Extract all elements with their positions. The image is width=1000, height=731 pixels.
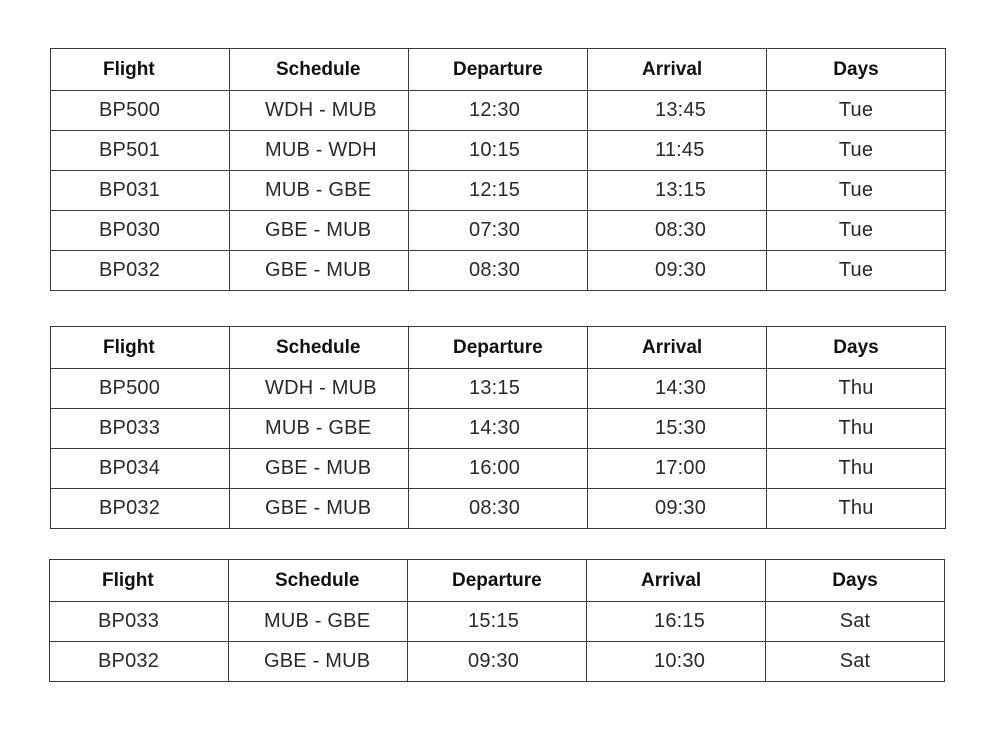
cell-flight: BP501 <box>51 131 230 171</box>
cell-arrival: 14:30 <box>588 369 767 409</box>
cell-schedule: GBE - MUB <box>230 211 409 251</box>
cell-departure: 08:30 <box>409 251 588 291</box>
cell-flight: BP033 <box>51 409 230 449</box>
table-row <box>50 642 945 682</box>
table-header <box>51 327 946 369</box>
header-arrival: Arrival <box>588 327 767 369</box>
header-schedule: Schedule <box>230 49 409 91</box>
cell-departure: 14:30 <box>409 409 588 449</box>
header-days: Days <box>766 560 945 602</box>
table-body <box>50 602 945 682</box>
header-days: Days <box>767 327 946 369</box>
cell-schedule: GBE - MUB <box>229 642 408 682</box>
cell-departure: 16:00 <box>409 449 588 489</box>
cell-departure: 15:15 <box>408 602 587 642</box>
cell-days: Tue <box>767 131 946 171</box>
cell-days: Tue <box>767 251 946 291</box>
cell-days: Thu <box>767 489 946 529</box>
header-flight: Flight <box>51 49 230 91</box>
cell-days: Thu <box>767 369 946 409</box>
cell-schedule: GBE - MUB <box>230 251 409 291</box>
cell-days: Tue <box>767 171 946 211</box>
cell-flight: BP500 <box>51 369 230 409</box>
cell-arrival: 13:45 <box>588 91 767 131</box>
cell-flight: BP032 <box>51 489 230 529</box>
cell-arrival: 08:30 <box>588 211 767 251</box>
table-header <box>50 560 945 602</box>
cell-schedule: WDH - MUB <box>230 369 409 409</box>
cell-arrival: 11:45 <box>588 131 767 171</box>
cell-flight: BP031 <box>51 171 230 211</box>
header-row <box>51 49 946 91</box>
header-departure: Departure <box>408 560 587 602</box>
cell-arrival: 17:00 <box>588 449 767 489</box>
header-schedule: Schedule <box>229 560 408 602</box>
table-row <box>51 91 946 131</box>
cell-departure: 12:30 <box>409 91 588 131</box>
cell-schedule: MUB - WDH <box>230 131 409 171</box>
table-row <box>51 211 946 251</box>
cell-departure: 12:15 <box>409 171 588 211</box>
cell-arrival: 09:30 <box>588 489 767 529</box>
cell-arrival: 09:30 <box>588 251 767 291</box>
header-flight: Flight <box>50 560 229 602</box>
cell-arrival: 13:15 <box>588 171 767 211</box>
cell-days: Thu <box>767 409 946 449</box>
cell-arrival: 15:30 <box>588 409 767 449</box>
table-row <box>51 369 946 409</box>
table-row <box>51 131 946 171</box>
thursday-schedule-table <box>50 326 946 529</box>
cell-flight: BP032 <box>51 251 230 291</box>
cell-days: Sat <box>766 602 945 642</box>
header-row <box>50 560 945 602</box>
header-arrival: Arrival <box>588 49 767 91</box>
cell-flight: BP032 <box>50 642 229 682</box>
header-arrival: Arrival <box>587 560 766 602</box>
table-header <box>51 49 946 91</box>
cell-flight: BP033 <box>50 602 229 642</box>
header-departure: Departure <box>409 327 588 369</box>
table-row <box>51 489 946 529</box>
cell-schedule: GBE - MUB <box>230 489 409 529</box>
header-days: Days <box>767 49 946 91</box>
cell-departure: 07:30 <box>409 211 588 251</box>
cell-departure: 13:15 <box>409 369 588 409</box>
saturday-schedule-table <box>49 559 945 682</box>
cell-flight: BP500 <box>51 91 230 131</box>
cell-departure: 09:30 <box>408 642 587 682</box>
cell-schedule: GBE - MUB <box>230 449 409 489</box>
header-row <box>51 327 946 369</box>
table-row <box>51 171 946 211</box>
table-row <box>50 602 945 642</box>
cell-schedule: MUB - GBE <box>230 171 409 211</box>
cell-flight: BP034 <box>51 449 230 489</box>
table-body <box>51 91 946 291</box>
cell-schedule: WDH - MUB <box>230 91 409 131</box>
header-flight: Flight <box>51 327 230 369</box>
tuesday-schedule-table <box>50 48 946 291</box>
cell-days: Tue <box>767 91 946 131</box>
cell-days: Thu <box>767 449 946 489</box>
cell-departure: 08:30 <box>409 489 588 529</box>
cell-days: Tue <box>767 211 946 251</box>
cell-schedule: MUB - GBE <box>229 602 408 642</box>
table-row <box>51 251 946 291</box>
cell-arrival: 16:15 <box>587 602 766 642</box>
table-body <box>51 369 946 529</box>
header-schedule: Schedule <box>230 327 409 369</box>
cell-departure: 10:15 <box>409 131 588 171</box>
header-departure: Departure <box>409 49 588 91</box>
table-row <box>51 409 946 449</box>
cell-schedule: MUB - GBE <box>230 409 409 449</box>
cell-days: Sat <box>766 642 945 682</box>
cell-flight: BP030 <box>51 211 230 251</box>
table-row <box>51 449 946 489</box>
cell-arrival: 10:30 <box>587 642 766 682</box>
